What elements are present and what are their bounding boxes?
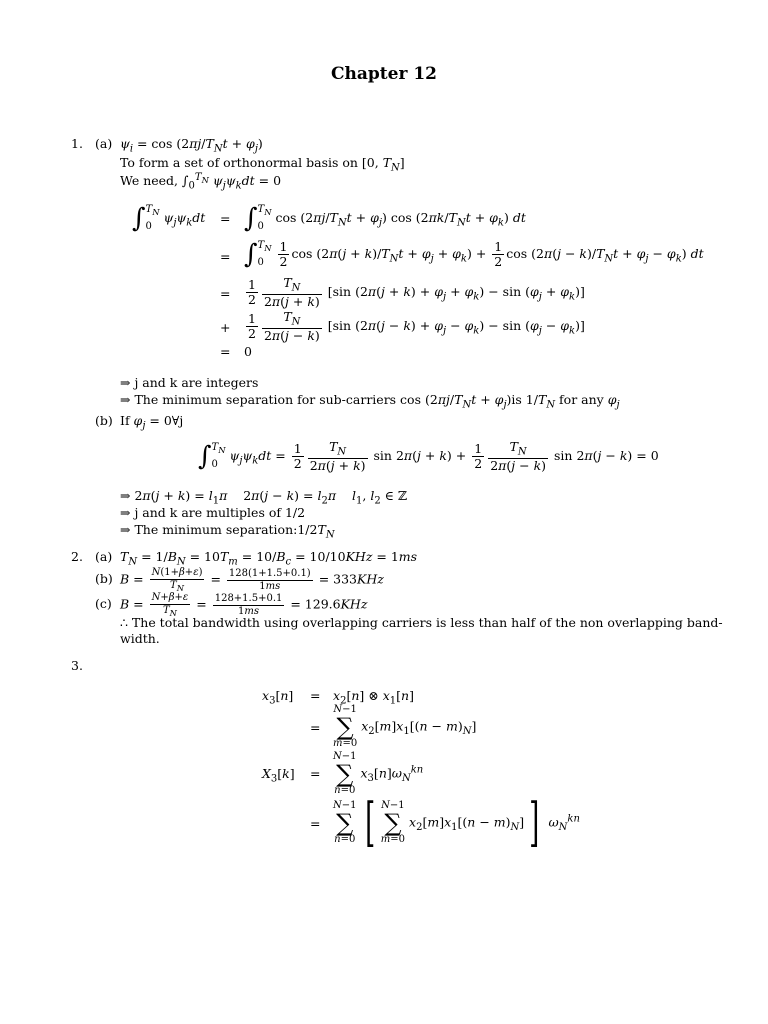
problem-2c-conclusion-line2: width. (120, 631, 160, 646)
problem-1a-implication-2: ⇒ The minimum separation for sub-carriers $\cos (2\pi j/T_Nt + \varphi_j)is$ $1/T_N$ for any $\varphi_j$ (120, 392, 620, 411)
eq1-equals-3: = (220, 286, 231, 301)
problem-2a-label: (a) (95, 549, 113, 564)
eq1-row4: $\frac{1}{2}$ $\frac{T_N}{2\pi(j - k)}$ [sin $(2\pi(j - k) + \varphi_j - \varphi_k) - \sin (\varphi_j - \varphi_k)$] (248, 309, 585, 343)
eq3-lhs-x3n: $x_3[n]$ (262, 688, 294, 707)
eq3-equals-3: = (310, 766, 321, 781)
eq3-row4: N−1 ∑ n=0 [ N−1 ∑ m=0 $x_2[m]x_1[(n - m)_N]$] $\omega_N^{kn}$ (333, 793, 580, 853)
eq1-lhs: ∫ $T_N$ 0 $\psi_j\psi_kdt$ (132, 203, 206, 234)
eq1-plus-4: + (220, 320, 231, 335)
eq3-row2: N−1 ∑ m=0 $x_2[m]x_1[(n - m)_N]$ (333, 704, 477, 749)
problem-1b-implication-1: ⇒ $2\pi(j + k) = l_1\pi$ $2\pi(j - k) = l_2\pi$ $l_1$, $l_2$ ∈ ℤ (120, 488, 408, 507)
problem-2c-label: (c) (95, 596, 112, 611)
problem-1a-text-need: We need, $\int_0^{T_N}$ $\psi_j\psi_kdt = 0$ (120, 172, 282, 192)
problem-3-number: 3. (71, 658, 83, 673)
eq1-row1: ∫ $T_N$ 0 $\cos (2\pi j/T_Nt + \varphi_j)$ $\cos (2\pi k/T_Nt + \varphi_k)$ dt (244, 203, 526, 234)
problem-1a-implication-1: ⇒ j and k are integers (120, 375, 259, 390)
eq3-equals-1: = (310, 688, 321, 703)
eq1-row5: 0 (244, 344, 252, 359)
problem-1b-condition: If $\varphi_j$ = 0∀j (120, 413, 184, 432)
problem-1b-implication-3: ⇒ The minimum $separation:1/2T_N$ (120, 522, 335, 541)
chapter-title: Chapter 12 (331, 64, 437, 84)
problem-2c-equation: B = $\frac{N+\beta+\varepsilon}{T_N}$ = $\frac{128+1.5+0.1}{1ms}$ = 129.6KHz (120, 592, 368, 618)
problem-2-number: 2. (71, 549, 83, 564)
eq3-row1: $x_2[n]$ ⊗ $x_1[n]$ (333, 688, 414, 707)
eq3-lhs-X3k: $X_3[k]$ (262, 766, 295, 785)
problem-1b-equation: ∫ $T_N$ 0 $\psi_j\psi_kdt$ = $\frac{1}{2}$ $\frac{T_N}{2\pi(j + k)}$ sin 2π(j + k) + $\frac{1}{2}$ $\frac{T_N}{2\pi(j - k)}$ sin 2π(j − k) = 0 (198, 439, 659, 473)
eq3-equals-2: = (310, 720, 321, 735)
problem-1b-implication-2: ⇒ j and k are multiples of 1/2 (120, 505, 306, 520)
problem-2a-equation: $T_N = 1/B_N = 10T_m = 10/B_c = 10/10KHz = 1ms$ (120, 549, 418, 568)
eq3-equals-4: = (310, 816, 321, 831)
eq3-row3: N−1 ∑ n=0 $x_3[n]\omega_N^{kn}$ (333, 751, 424, 796)
eq1-equals-5: = (220, 344, 231, 359)
problem-2c-conclusion-line1: ∴ The total bandwidth using overlapping carriers is less than half of the non overlapping band- (120, 615, 723, 630)
eq1-row3: $\frac{1}{2}$ $\frac{T_N}{2\pi(j + k)}$ [sin $(2\pi(j + k) + \varphi_j + \varphi_k) - \sin (\varphi_j + \varphi_k)$] (248, 275, 585, 309)
problem-1a-text-basis: To form a set of orthonormal basis on [0, $T_N$] (120, 155, 405, 174)
problem-1b-label: (b) (95, 413, 113, 428)
eq1-equals-2: = (220, 249, 231, 264)
problem-1a-label: (a) (95, 136, 113, 151)
eq1-row2: ∫ $T_N$ 0 $\frac{1}{2}$ $\cos (2\pi(j + k)/T_Nt + \varphi_j + \varphi_k)$ + $\frac{1}{2}$ $\cos (2\pi(j - k)/T_Nt + \varphi_j - \varphi_k)$ dt (244, 238, 704, 270)
problem-1-number: 1. (71, 136, 83, 151)
problem-1a-definition: $\psi_i = \cos (2\pi j/T_Nt + \varphi_j)$ (120, 136, 263, 155)
eq1-equals-1: = (220, 211, 231, 226)
problem-2b-equation: B = $\frac{N(1+\beta+\varepsilon)}{T_N}$ = $\frac{128(1+1.5+0.1)}{1ms}$ = 333KHz (120, 567, 384, 593)
problem-2b-label: (b) (95, 571, 113, 586)
